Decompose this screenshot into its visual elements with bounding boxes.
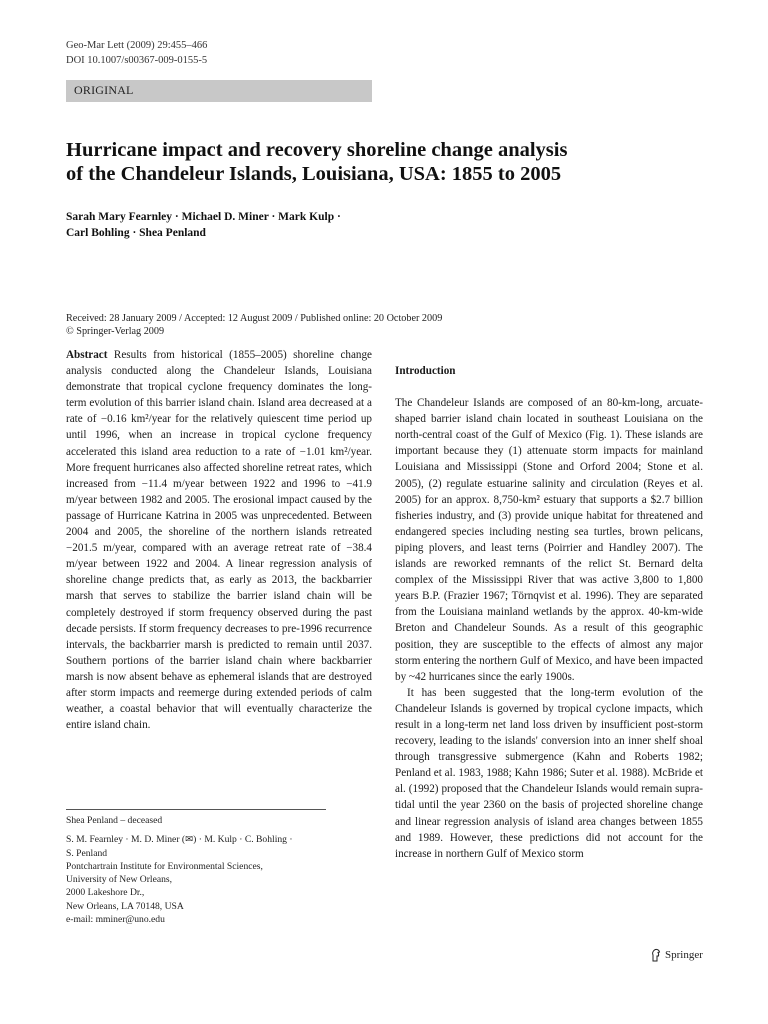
affiliation-line: S. M. Fearnley · M. D. Miner (✉) · M. Kulp · C. Bohling · xyxy=(66,834,293,846)
received-dates: Received: 28 January 2009 / Accepted: 12 August 2009 / Published online: 20 October 2009 xyxy=(66,313,443,324)
authors-line-1: Sarah Mary Fearnley · Michael D. Miner · Mark Kulp · xyxy=(66,211,341,223)
affiliation-line: New Orleans, LA 70148, USA xyxy=(66,900,184,912)
article-type-label: ORIGINAL xyxy=(74,83,134,97)
introduction-section xyxy=(395,363,703,862)
article-type-badge xyxy=(66,80,372,102)
affiliation-line: Pontchartrain Institute for Environmental Sciences, xyxy=(66,860,263,872)
abstract-heading: Abstract xyxy=(66,349,108,361)
introduction-paragraph-1: The Chandeleur Islands are composed of an 80-km-long, arcuate-shaped barrier island chain located in southeast Louisiana on the north-central coast of the Gulf of Mexico (Fig. 1). These islands are important because they (1) attenuate storm impacts for mainland Louisiana and Mississippi (Stone and Orford 2004; Stone et al. 2005), (2) regulate estuarine salinity and circulation (Reyes et al. 2005) for an approx. 8,750-km² estuary that supports a $2.7 billion fisheries industry, and (3) provide unique habitat for threatened and endangered species including nesting sea turtles, brown pelicans, piping plovers, and least terns (Poirrier and Handley 2007). The islands are reworked remnants of the relict St. Bernard delta complex of the Mississippi River that was active 3,800 to 1,800 years B.P. (Frazier 1967; Törnqvist et al. 1996). They are separated from the Louisiana mainland wetlands by the approx. 40-km-wide Breton and Chandeleur Sounds. As a result of this geographic position, they are susceptible to the effects of almost any major storm entering the northern Gulf of Mexico, and have been impacted by ~42 hurricanes since the early 1900s. xyxy=(395,397,703,683)
abstract-section xyxy=(66,347,372,733)
introduction-heading: Introduction xyxy=(395,365,456,377)
contact-email[interactable]: e-mail: mminer@uno.edu xyxy=(66,914,165,926)
author-list xyxy=(66,209,666,241)
publisher-name: Springer xyxy=(665,949,703,961)
publication-history xyxy=(66,312,716,338)
affiliation-line: University of New Orleans, xyxy=(66,874,173,886)
doi-link[interactable]: DOI 10.1007/s00367-009-0155-5 xyxy=(66,55,208,66)
springer-horse-icon xyxy=(650,948,662,962)
paper-title xyxy=(66,138,706,186)
affiliation-line: 2000 Lakeshore Dr., xyxy=(66,887,145,899)
title-line-1: Hurricane impact and recovery shoreline change analysis xyxy=(66,139,568,161)
deceased-note: Shea Penland – deceased xyxy=(66,815,163,826)
authors-line-2: Carl Bohling · Shea Penland xyxy=(66,227,206,239)
copyright-notice: © Springer-Verlag 2009 xyxy=(66,326,165,337)
journal-citation: Geo-Mar Lett (2009) 29:455–466 xyxy=(66,40,208,51)
introduction-paragraph-2: It has been suggested that the long-term evolution of the Chandeleur Islands is governed by tropical cyclone impacts, which result in a long-term net land loss driven by insufficient post-storm recovery, leading to the islands' conversion into an inner shelf shoal through transgressive submergence (Kahn and Roberts 1982; Penland et al. 1983, 1988; Kahn 1986; Suter et al. 1988). McBride et al. (1992) proposed that the Chandeleur Islands would remain supra-tidal until the year 2360 on the basis of projected shoreline change and linear regression analysis of island area changes between 1855 and 1989. However, these predictions did not account for the increase in northern Gulf of Mexico storm xyxy=(395,686,703,860)
affiliation-line: S. Penland xyxy=(66,847,108,859)
author-affiliation xyxy=(66,814,366,926)
footnote-divider xyxy=(66,809,326,810)
title-line-2: of the Chandeleur Islands, Louisiana, USA: 1855 to 2005 xyxy=(66,163,562,185)
publisher-logo xyxy=(650,948,703,962)
abstract-text: Results from historical (1855–2005) shoreline change analysis conducted along the Chandeleur Islands, Louisiana demonstrate that tropical cyclone frequency dominates the long-term evolution of this barrier island chain. Island area decreased at a rate of −0.16 km²/year for the relatively quiescent time period up until 1996, when an increase in tropical cyclone frequency accelerated this island area reduction to a rate of −1.01 km²/year. More frequent hurricanes also affected shoreline retreat rates, which increased from −11.4 m/year between 1922 and 1996 to −41.9 m/year between 1982 and 2005. The erosional impact caused by the passage of Hurricane Katrina in 2005 was unprecedented. Between 2004 and 2005, the shoreline of the northern islands retreated −201.5 m/year, compared with an average retreat rate of −38.4 m/year between 1922 and 2004. A linear regression analysis of shoreline change predicts that, as early as 2013, the backbarrier marsh that serves to stabilize the barrier island chain will be completely destroyed if storm frequency observed during the past decade persists. If storm frequency decreases to pre-1996 recurrence intervals, the backbarrier marsh is predicted to remain until 2037. Southern portions of the barrier island chain where backbarrier marsh is now absent behave as ephemeral islands that are destroyed after storm impacts and reemerge during extended periods of calm weather, a coastal behavior that will eventually characterize the entire island chain. xyxy=(66,349,372,732)
